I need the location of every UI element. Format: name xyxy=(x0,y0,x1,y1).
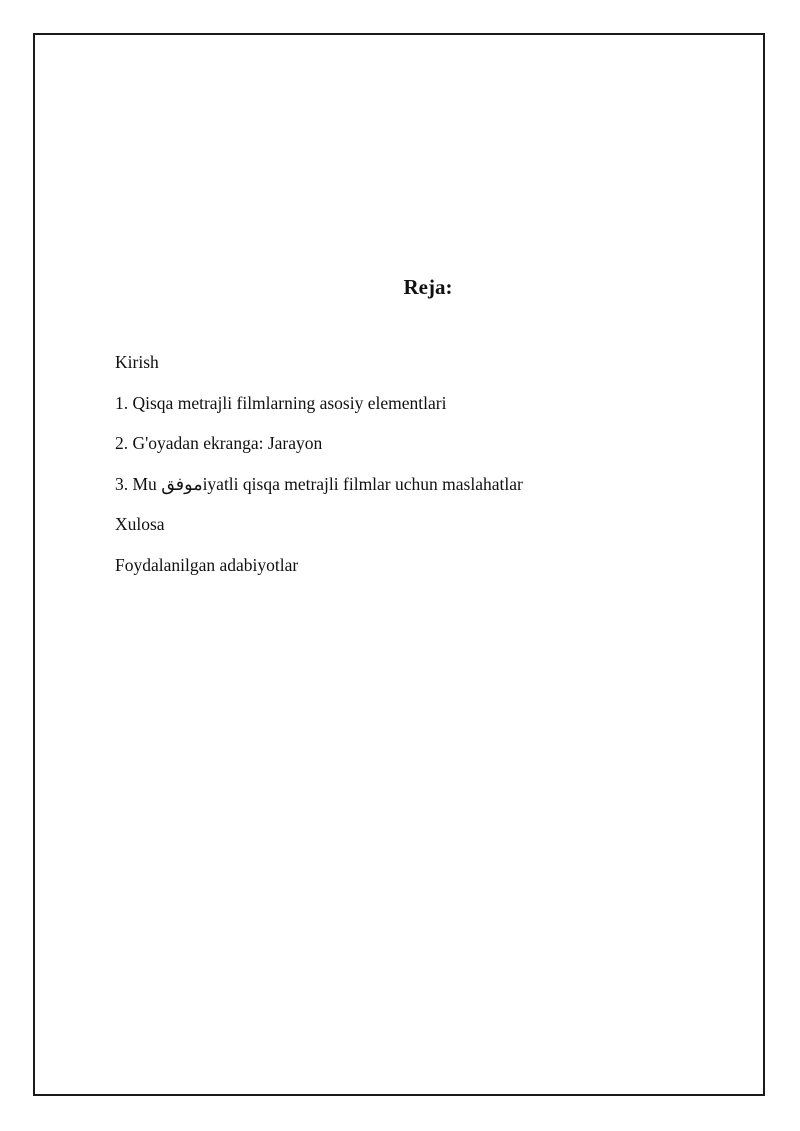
plan-list xyxy=(115,350,523,593)
plan-item-intro: Kirish xyxy=(115,352,159,372)
page-title: Reja: xyxy=(403,275,453,299)
plan-item-2: 2. G'oyadan ekranga: Jarayon xyxy=(115,433,323,453)
plan-item-references: Foydalanilgan adabiyotlar xyxy=(115,554,299,575)
plan-item-conclusion: Xulosa xyxy=(115,514,165,534)
plan-item-3: 3. Mu موفقiyatli qisqa metrajli filmlar uchun maslahatlar xyxy=(115,473,523,494)
plan-item-1: 1. Qisqa metrajli filmlarning asosiy elementlari xyxy=(115,392,447,413)
